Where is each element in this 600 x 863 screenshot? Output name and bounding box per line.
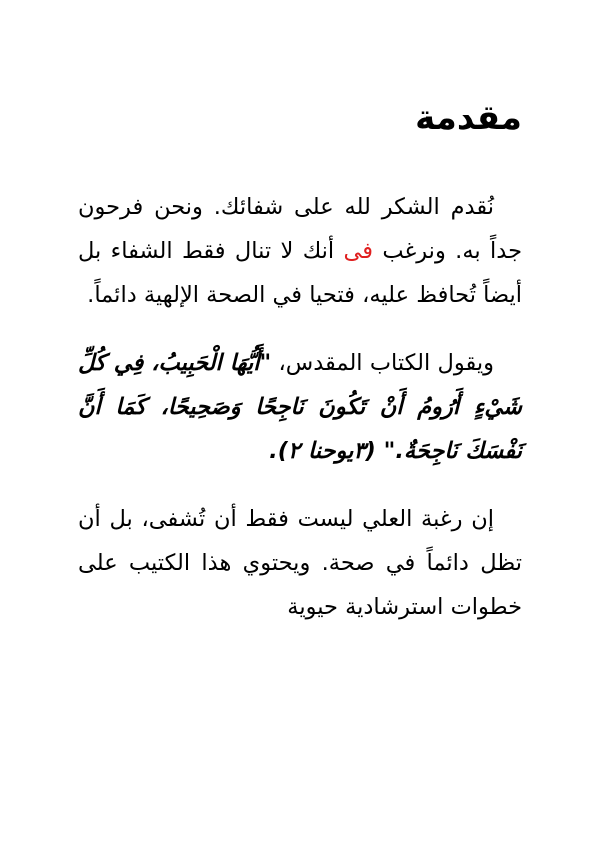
document-page xyxy=(78,95,522,629)
paragraph-intro-text-start: نُقدم الشكر لله على شفائك. ونحن فرحون جداً به. ونرغب xyxy=(78,194,522,264)
highlighted-word: فى xyxy=(343,238,374,264)
scripture-intro: ويقول الكتاب المقدس، xyxy=(271,350,494,376)
scripture-quote: "أَيُّهَا الْحَبِيبُ، فِي كُلِّ شَيْءٍ أَرُومُ أَنْ تَكُونَ نَاجِحًا وَصَحِيحًا، كَمَا أَنَّ نَفْسَكَ نَاجِحَةٌ." (٣يوحنا ٢). xyxy=(78,350,522,464)
paragraph-intro xyxy=(78,185,522,317)
paragraph-intro-text-end: أنك لا تنال فقط الشفاء بل أيضاً تُحافظ عليه، فتحيا في الصحة الإلهية دائماً. xyxy=(78,238,522,308)
page-title: مقدمة xyxy=(415,98,522,138)
paragraph-purpose: إن رغبة العلي ليست فقط أن تُشفى، بل أن تظل دائماً في صحة. ويحتوي هذا الكتيب على خطوات استرشادية حيوية xyxy=(78,506,522,620)
paragraph-scripture xyxy=(78,341,522,473)
